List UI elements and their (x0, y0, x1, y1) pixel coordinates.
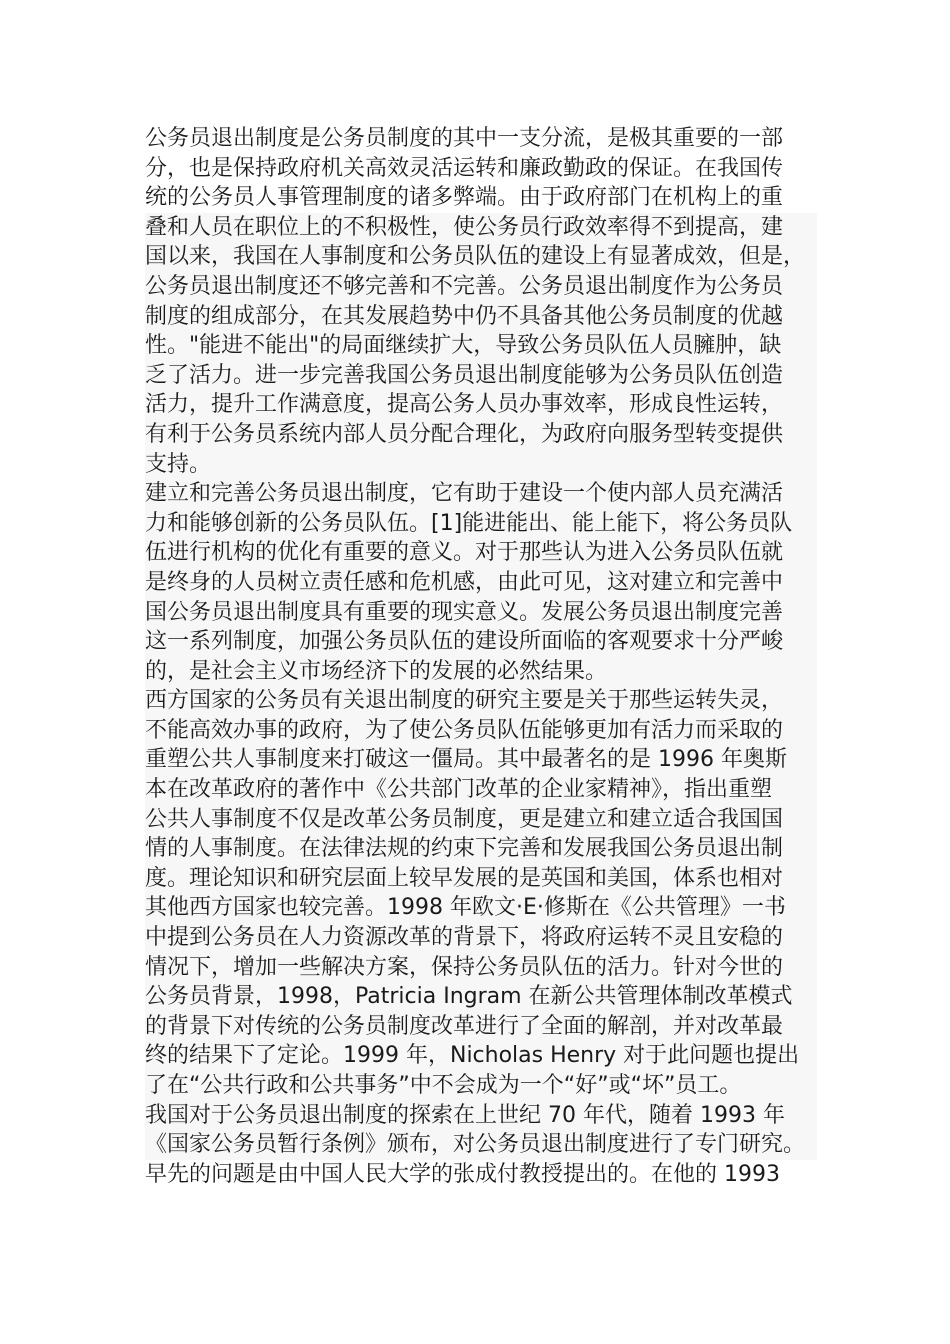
text-line: 《国家公务员暂行条例》颁布，对公务员退出制度进行了专门研究。 (145, 1130, 817, 1160)
text-line: 中提到公务员在人力资源改革的背景下，将政府运转不灵且安稳的 (145, 923, 817, 953)
text-line: 这一系列制度，加强公务员队伍的建设所面临的客观要求十分严峻 (145, 627, 817, 657)
text-line: 的，是社会主义市场经济下的发展的必然结果。 (145, 657, 817, 687)
paragraph-4 (145, 1101, 817, 1190)
text-line: 性。"能进不能出"的局面继续扩大，导致公务员队伍人员臃肿，缺 (145, 331, 817, 361)
text-line: 力和能够创新的公务员队伍。[1]能进能出、能上能下，将公务员队 (145, 509, 817, 539)
text-line: 公务员退出制度还不够完善和不完善。公务员退出制度作为公务员 (145, 272, 817, 302)
text-line: 早先的问题是由中国人民大学的张成付教授提出的。在他的 1993 (145, 1161, 780, 1187)
text-line: 我国对于公务员退出制度的探索在上世纪 70 年代，随着 1993 年 (145, 1101, 817, 1131)
text-line: 统的公务员人事管理制度的诸多弊端。由于政府部门在机构上的重 (145, 185, 784, 211)
text-line: 国公务员退出制度具有重要的现实意义。发展公务员退出制度完善 (145, 598, 817, 628)
text-line: 不能高效办事的政府，为了使公务员队伍能够更加有活力而采取的 (145, 716, 817, 746)
text-line: 是终身的人员树立责任感和危机感，由此可见，这对建立和完善中 (145, 568, 817, 598)
text-line: 情况下，增加一些解决方案，保持公务员队伍的活力。针对今世的 (145, 953, 817, 983)
text-line: 的背景下对传统的公务员制度改革进行了全面的解剖，并对改革最 (145, 1012, 817, 1042)
paragraph-2 (145, 479, 817, 686)
text-line: 活力，提升工作满意度，提高公务人员办事效率，形成良性运转， (145, 390, 817, 420)
text-line: 乏了活力。进一步完善我国公务员退出制度能够为公务员队伍创造 (145, 361, 817, 391)
text-line: 支持。 (145, 450, 817, 480)
text-line: 了在“公共行政和公共事务”中不会成为一个“好”或“坏”员工。 (145, 1071, 817, 1101)
paragraph-3 (145, 686, 817, 1100)
text-line: 情的人事制度。在法律法规的约束下完善和发展我国公务员退出制 (145, 834, 817, 864)
text-line: 度。理论知识和研究层面上较早发展的是英国和美国，体系也相对 (145, 864, 817, 894)
text-line: 西方国家的公务员有关退出制度的研究主要是关于那些运转失灵， (145, 686, 817, 716)
text-line: 叠和人员在职位上的不积极性，使公务员行政效率得不到提高，建 (145, 213, 817, 243)
text-line: 制度的组成部分，在其发展趋势中仍不具备其他公务员制度的优越 (145, 302, 817, 332)
text-line: 国以来，我国在人事制度和公务员队伍的建设上有显著成效，但是， (145, 242, 817, 272)
paragraph-1 (145, 124, 817, 479)
text-line: 公务员退出制度是公务员制度的其中一支分流，是极其重要的一部 (145, 126, 784, 151)
text-line: 重塑公共人事制度来打破这一僵局。其中最著名的是 1996 年奥斯 (145, 745, 817, 775)
text-line: 伍进行机构的优化有重要的意义。对于那些认为进入公务员队伍就 (145, 538, 817, 568)
document-body (145, 124, 817, 1189)
text-line: 建立和完善公务员退出制度，它有助于建设一个使内部人员充满活 (145, 479, 817, 509)
text-line: 终的结果下了定论。1999 年，Nicholas Henry 对于此问题也提出 (145, 1041, 817, 1071)
text-line: 分，也是保持政府机关高效灵活运转和廉政勤政的保证。在我国传 (145, 155, 784, 181)
text-line: 公共人事制度不仅是改革公务员制度，更是建立和建立适合我国国 (145, 805, 817, 835)
text-line: 其他西方国家也较完善。1998 年欧文·E·修斯在《公共管理》一书 (145, 893, 817, 923)
text-line: 有利于公务员系统内部人员分配合理化，为政府向服务型转变提供 (145, 420, 817, 450)
text-line: 公务员背景，1998，Patricia Ingram 在新公共管理体制改革模式 (145, 982, 817, 1012)
text-line: 本在改革政府的著作中《公共部门改革的企业家精神》，指出重塑 (145, 775, 817, 805)
